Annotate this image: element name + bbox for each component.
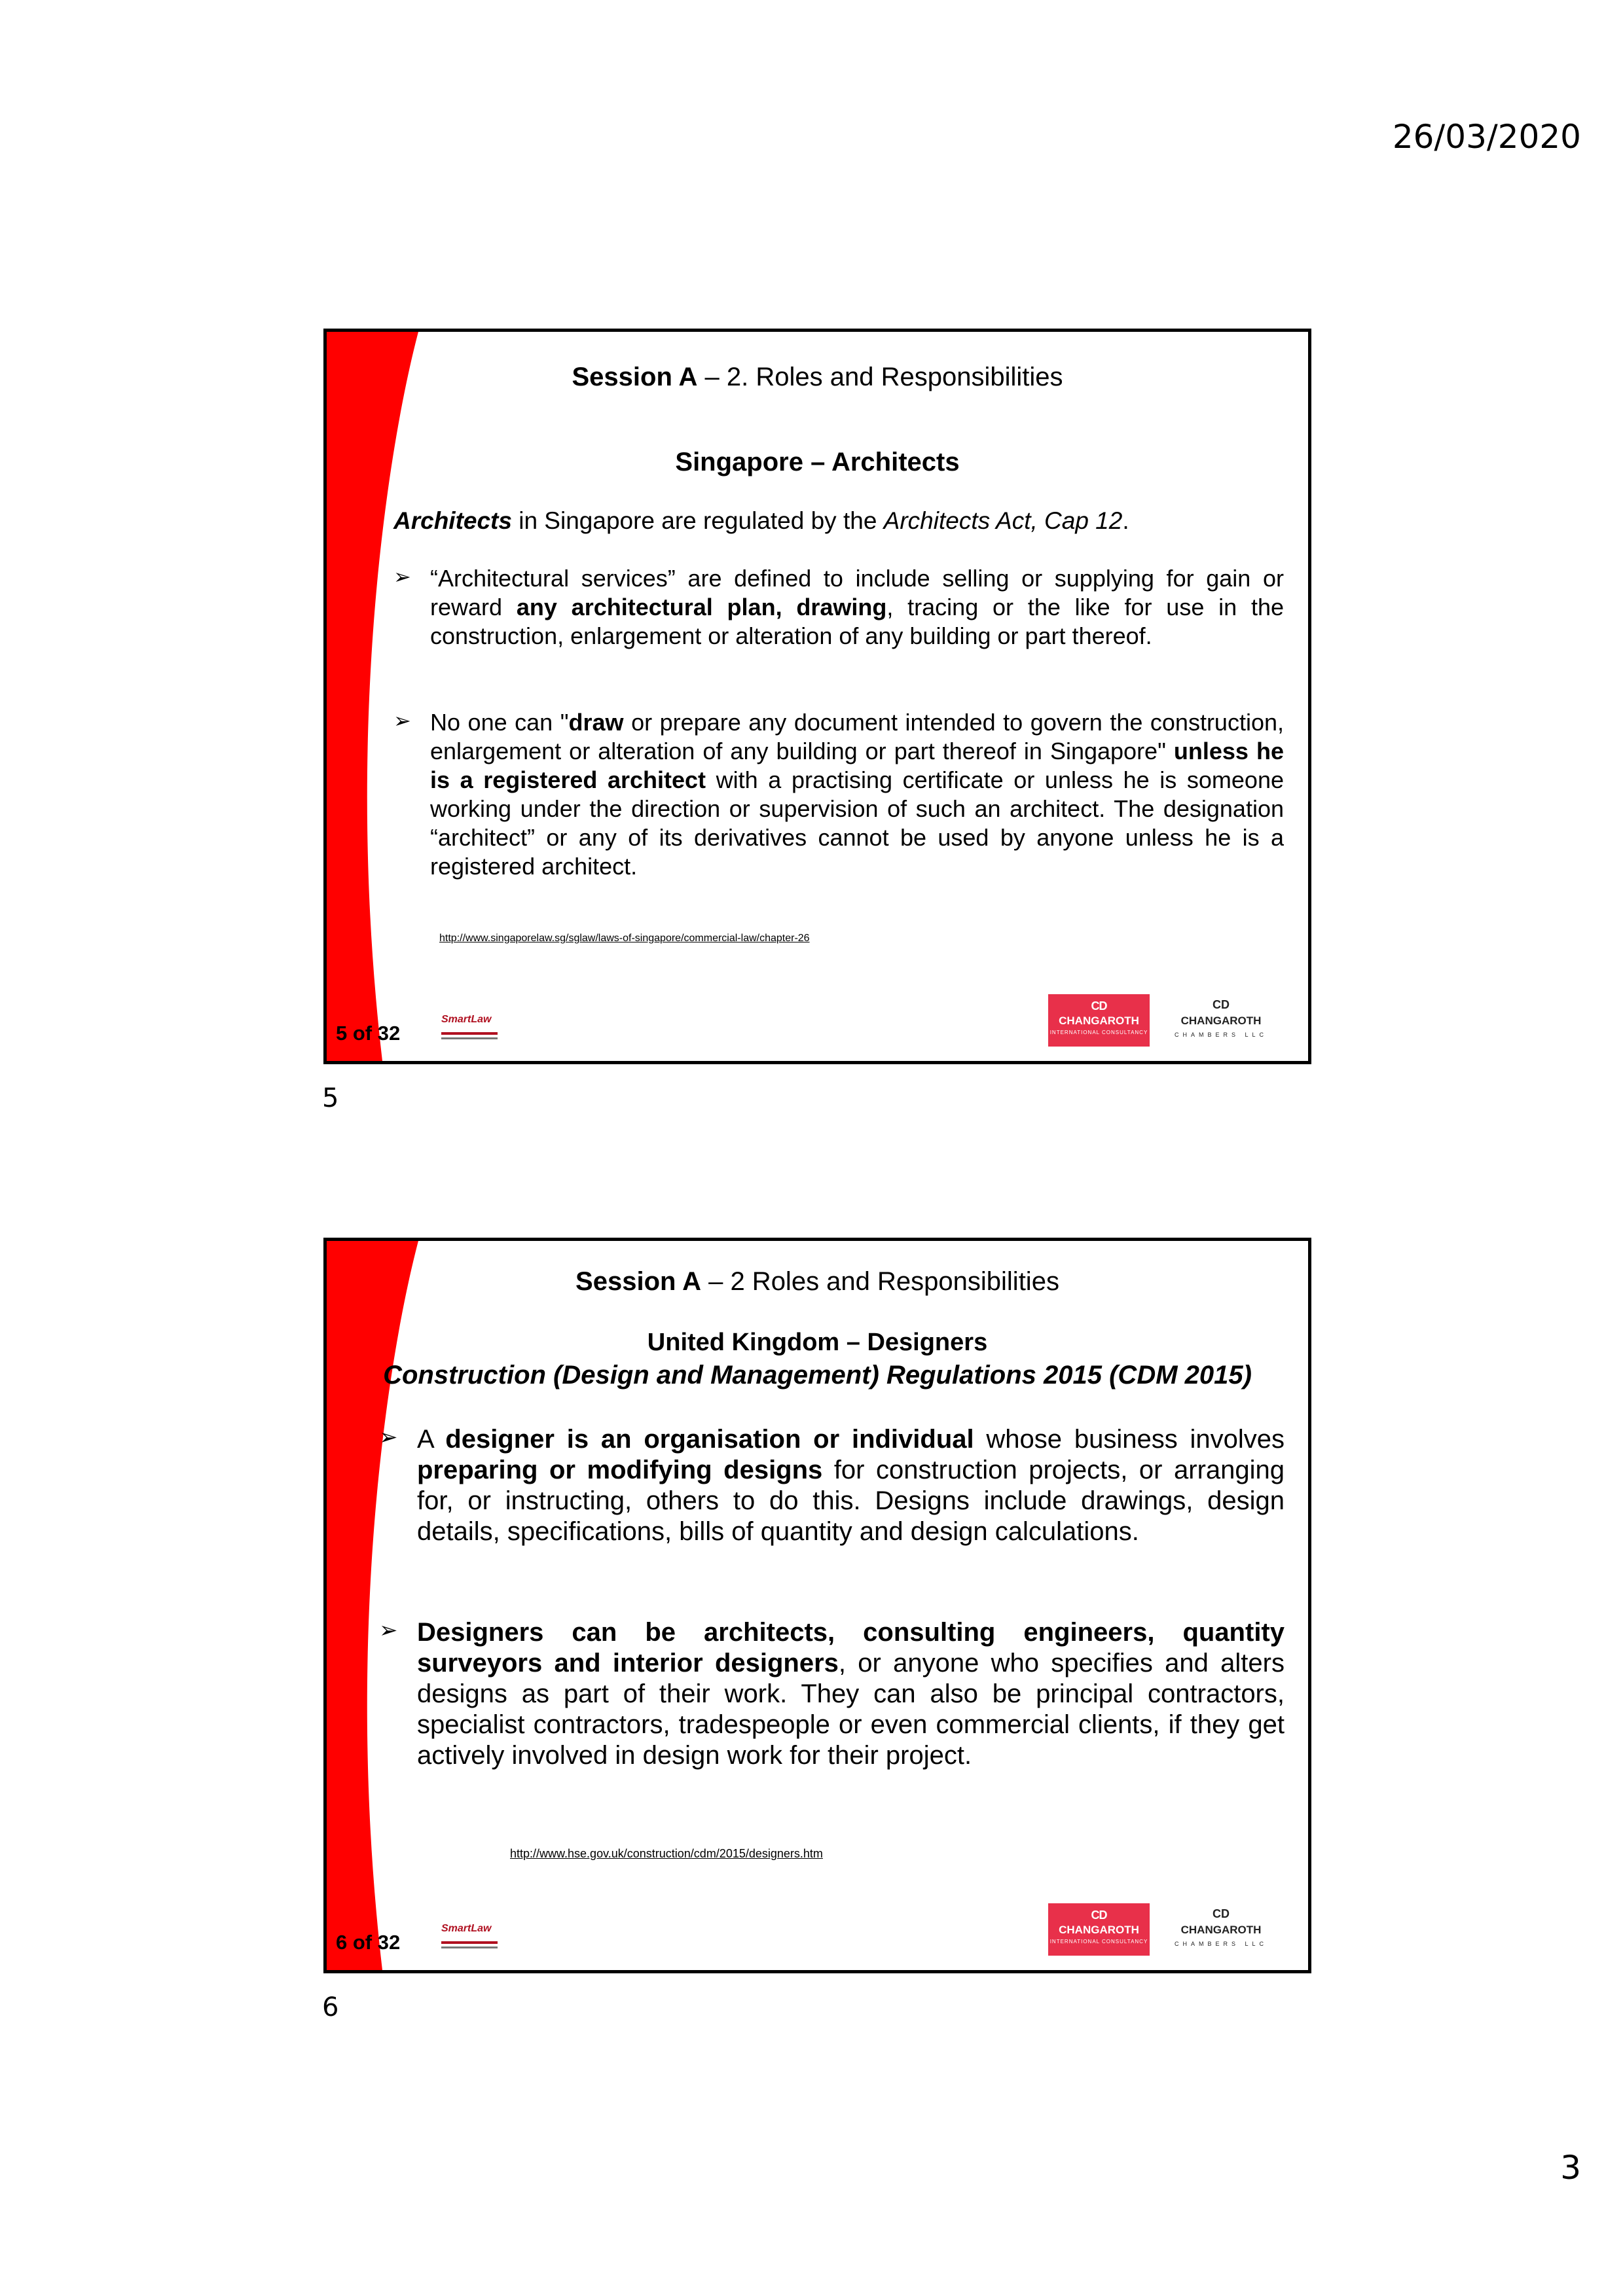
page-number: 3 xyxy=(1560,2149,1581,2187)
bullet-emphasis: Designers can be architects, consulting engineers, quantity surveyors and interior designers xyxy=(417,1618,1285,1677)
bullet-emphasis: unless he is a registered architect xyxy=(430,738,1285,793)
arrow-bullet-icon: ➢ xyxy=(393,709,411,732)
slide-5 xyxy=(323,329,1311,1064)
slide-title xyxy=(327,363,1308,392)
slide-title-topic: – 2 Roles and Responsibilities xyxy=(701,1267,1059,1296)
bullet-segment: whose business involves xyxy=(974,1425,1285,1454)
bullet-emphasis: draw xyxy=(568,709,624,736)
changaroth-chambers-logo xyxy=(1172,994,1270,1047)
bullet-segment: , tracing or the like for use in the construction, enlargement or alteration of any building or part thereof. xyxy=(430,594,1285,649)
bullet-item xyxy=(393,708,1284,881)
logo-mark: CD xyxy=(1213,998,1230,1011)
logo-name: CHANGAROTH xyxy=(1180,1014,1262,1027)
bullet-segment: A xyxy=(417,1425,446,1454)
smartlaw-logo-text: SmartLaw xyxy=(441,1014,492,1025)
bullet-item xyxy=(379,1424,1285,1547)
slide-subtitle: United Kingdom – Designers xyxy=(647,1329,988,1356)
logo-mark: CD xyxy=(1091,1909,1107,1922)
bullet-text xyxy=(430,564,1284,651)
smartlaw-logo xyxy=(441,1011,500,1044)
bullet-segment: No one can " xyxy=(430,709,569,736)
source-link[interactable]: http://www.singaporelaw.sg/sglaw/laws-of-singapore/commercial-law/chapter-26 xyxy=(439,933,810,944)
bullet-item xyxy=(393,564,1284,651)
slide-title-session: Session A xyxy=(575,1267,701,1296)
intro-term: Architects xyxy=(393,507,512,534)
bullet-segment: “Architectural services” are defined to include selling or supplying for gain or reward xyxy=(430,565,1284,620)
intro-text xyxy=(393,507,1264,535)
bullet-segment: with a practising certificate or unless he is someone working under the direction or supervision of such an architect. The designation “architect” or any of its derivatives cannot be used by anyone unless he is a registered architect. xyxy=(430,766,1284,880)
slide-title-topic: – 2. Roles and Responsibilities xyxy=(697,363,1063,391)
bullet-emphasis: any architectural plan, drawing xyxy=(516,594,887,620)
bullet-text xyxy=(417,1617,1285,1771)
bullet-item xyxy=(379,1617,1285,1771)
slide-title xyxy=(327,1267,1308,1297)
intro-middle: in Singapore are regulated by the xyxy=(511,507,884,534)
logo-subtitle: INTERNATIONAL CONSULTANCY xyxy=(1049,1939,1148,1945)
intro-act: Architects Act, Cap 12 xyxy=(883,507,1123,534)
bullet-emphasis: preparing or modifying designs xyxy=(417,1456,823,1484)
changaroth-chambers-logo xyxy=(1172,1903,1270,1956)
slide-subtitle-regulation: Construction (Design and Management) Regulations 2015 (CDM 2015) xyxy=(383,1361,1252,1390)
logo-name: CHANGAROTH xyxy=(1059,1014,1139,1027)
slide-caption: 6 xyxy=(322,1992,339,2022)
smartlaw-logo xyxy=(441,1920,500,1953)
logo-mark: CD xyxy=(1091,999,1107,1013)
slide-subtitle: Singapore – Architects xyxy=(675,448,960,476)
logo-name: CHANGAROTH xyxy=(1059,1924,1139,1936)
smartlaw-logo-text: SmartLaw xyxy=(441,1923,492,1934)
arrow-bullet-icon: ➢ xyxy=(379,1618,398,1643)
arrow-bullet-icon: ➢ xyxy=(379,1425,398,1450)
bullet-segment: for construction projects, or arranging for, or instructing, others to do this. Designs include drawings, design details, specifications, bills of quantity and design calculations. xyxy=(417,1456,1285,1546)
logo-subtitle: INTERNATIONAL CONSULTANCY xyxy=(1049,1030,1148,1035)
slide-caption: 5 xyxy=(322,1083,339,1113)
bullet-segment: , or anyone who specifies and alters designs as part of their work. They can also be principal contractors, specialist contractors, tradespeople or even commercial clients, if they get actively involved in design work for their project. xyxy=(417,1649,1285,1770)
slide-number: 6 of 32 xyxy=(336,1931,401,1954)
logo-mark: CD xyxy=(1213,1907,1230,1920)
slide-number: 5 of 32 xyxy=(336,1022,401,1045)
page-date: 26/03/2020 xyxy=(1392,118,1581,156)
changaroth-consultancy-logo xyxy=(1048,994,1150,1047)
changaroth-consultancy-logo xyxy=(1048,1903,1150,1956)
logo-name: CHANGAROTH xyxy=(1180,1924,1262,1936)
bullet-emphasis: designer is an organisation or individual xyxy=(445,1425,974,1454)
arrow-bullet-icon: ➢ xyxy=(393,565,411,588)
slide-6 xyxy=(323,1238,1311,1973)
logo-subtitle: CHAMBERS LLC xyxy=(1174,1941,1268,1947)
logo-subtitle: CHAMBERS LLC xyxy=(1174,1031,1268,1038)
intro-end: . xyxy=(1122,507,1129,534)
slide-title-session: Session A xyxy=(572,363,698,391)
bullet-segment: or prepare any document intended to govern the construction, enlargement or alteration of any building or part thereof in Singapore" xyxy=(430,709,1285,764)
source-link[interactable]: http://www.hse.gov.uk/construction/cdm/2015/designers.htm xyxy=(510,1847,823,1860)
bullet-text xyxy=(417,1424,1285,1547)
bullet-text xyxy=(430,708,1284,881)
